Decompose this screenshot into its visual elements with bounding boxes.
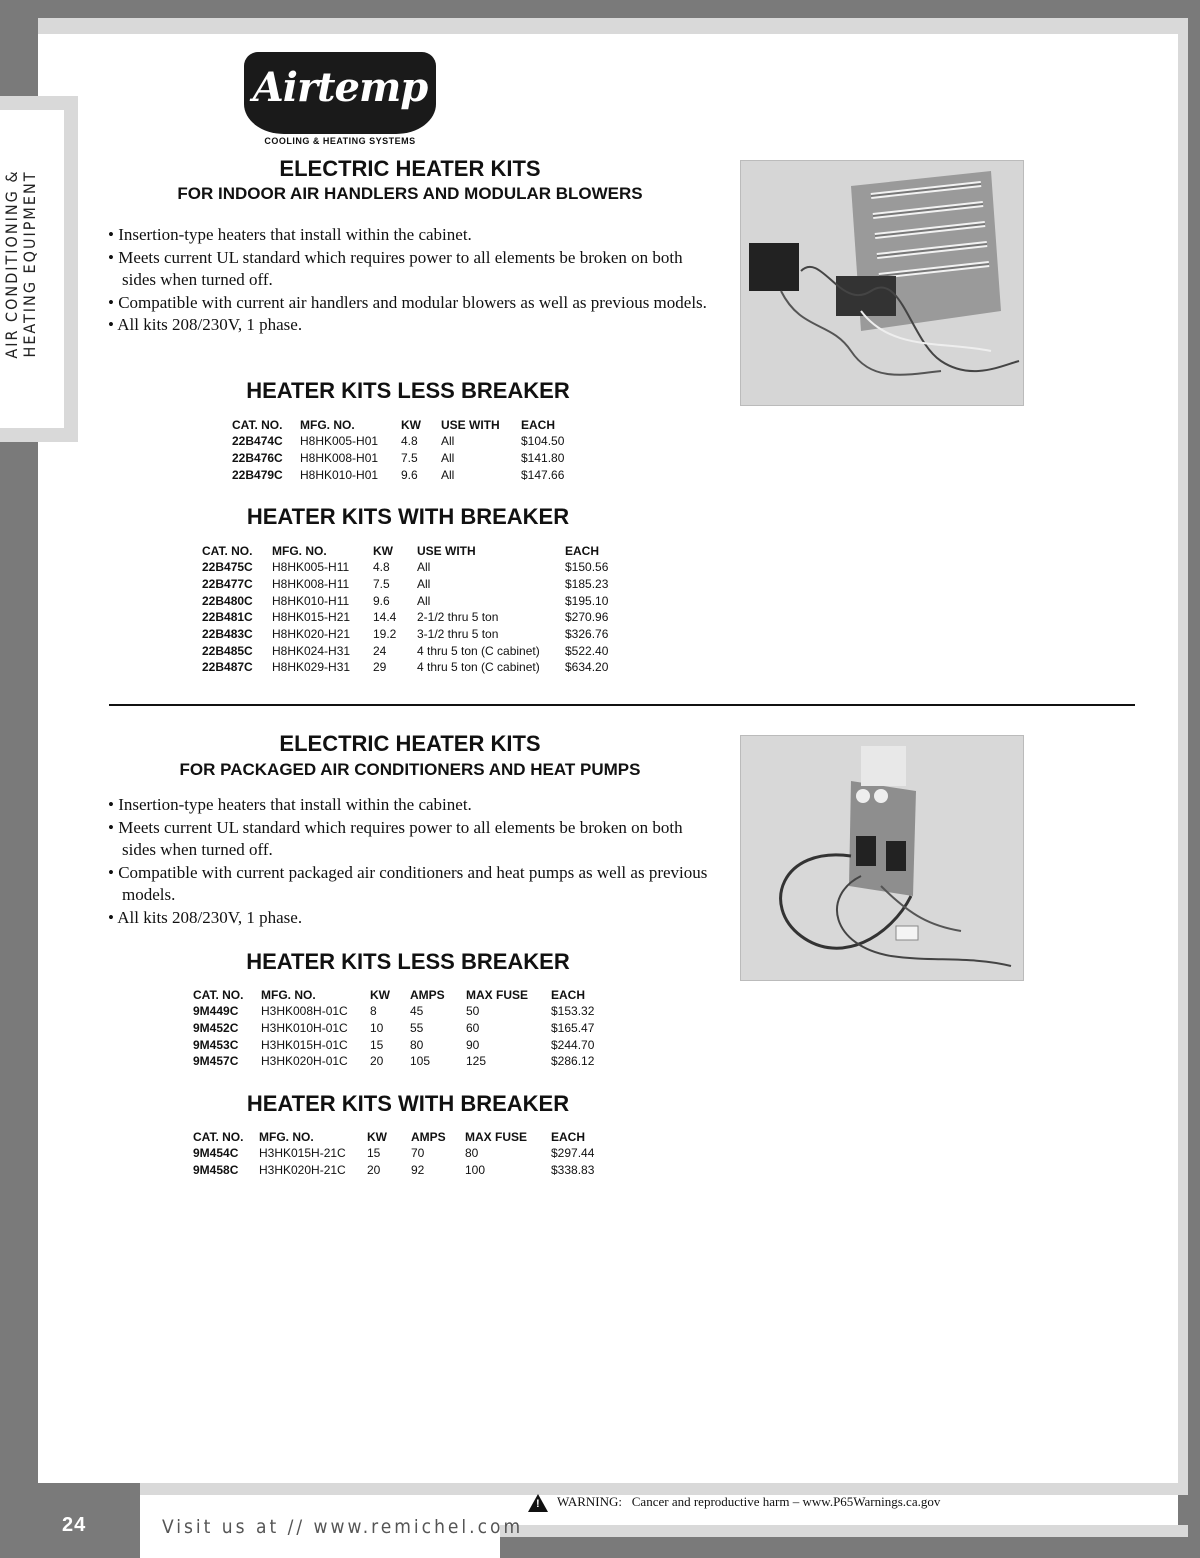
section1-less-breaker-table [232, 416, 591, 483]
table-cell: 9M454C [193, 1146, 239, 1161]
table-row [202, 559, 635, 576]
column-header: EACH [521, 417, 556, 432]
brand-tagline: COOLING & HEATING SYSTEMS [264, 136, 416, 146]
column-header: KW [373, 543, 393, 558]
section2-with-breaker-title: HEATER KITS WITH BREAKER [246, 1091, 570, 1116]
table-cell: H3HK020H-01C [261, 1054, 348, 1069]
product-photo-packaged-heater [740, 735, 1024, 981]
table-header-row [202, 542, 635, 559]
section1-title: ELECTRIC HEATER KITS [279, 156, 541, 181]
table-cell: 15 [370, 1037, 384, 1052]
column-header: MFG. NO. [259, 1129, 314, 1144]
table-row [193, 1036, 621, 1053]
column-header: EACH [551, 987, 586, 1002]
table-cell: 9.6 [401, 467, 418, 482]
table-cell: 20 [367, 1163, 381, 1178]
side-tab-line1: AIR CONDITIONING & [2, 169, 21, 359]
table-cell: 100 [465, 1163, 486, 1178]
brand-logo-text: Airtemp [252, 64, 428, 111]
table-cell: 19.2 [373, 627, 397, 642]
section2-less-breaker-table [193, 986, 621, 1070]
price-table [232, 416, 591, 483]
table-cell: All [417, 560, 431, 575]
table-row [193, 1145, 621, 1162]
column-header: MFG. NO. [261, 987, 316, 1002]
column-header: MAX FUSE [466, 987, 529, 1002]
prop65-warning [528, 1494, 940, 1512]
table-cell: H8HK005-H01 [300, 434, 379, 449]
table-cell: 22B480C [202, 593, 253, 608]
table-cell: 7.5 [401, 451, 418, 466]
heater-kit-illustration [741, 736, 1023, 980]
column-header: MFG. NO. [300, 417, 355, 432]
section2-title: ELECTRIC HEATER KITS [279, 731, 541, 756]
table-cell: $153.32 [551, 1004, 595, 1019]
table-cell: $522.40 [565, 643, 609, 658]
table-cell: H8HK008-H01 [300, 451, 379, 466]
table-cell: 8 [370, 1004, 377, 1019]
section1-bullets [108, 224, 718, 337]
table-cell: 20 [370, 1054, 384, 1069]
table-cell: 9M452C [193, 1021, 239, 1036]
table-cell: 80 [465, 1146, 479, 1161]
column-header: MAX FUSE [465, 1129, 528, 1144]
table-row [193, 1162, 621, 1179]
table-cell: H3HK015H-01C [261, 1037, 348, 1052]
frame-right-inner [1178, 18, 1188, 1558]
bullet-item: • Compatible with current packaged air conditioners and heat pumps as well as previous models. [108, 862, 708, 904]
section1-subtitle: FOR INDOOR AIR HANDLERS AND MODULAR BLOWERS [177, 184, 643, 203]
table-cell: 80 [410, 1037, 424, 1052]
warning-text[interactable]: Cancer and reproductive harm – www.P65Warnings.ca.gov [631, 1494, 941, 1509]
table-cell: 90 [466, 1037, 480, 1052]
table-cell: 9M457C [193, 1054, 239, 1069]
section1-with-breaker-title: HEATER KITS WITH BREAKER [246, 504, 570, 529]
table-cell: 9M449C [193, 1004, 239, 1019]
table-cell: 2-1/2 thru 5 ton [417, 610, 499, 625]
table-cell: 60 [466, 1021, 480, 1036]
page-number: 24 [62, 1514, 87, 1536]
table-cell: 70 [411, 1146, 425, 1161]
column-header: CAT. NO. [193, 1129, 244, 1144]
table-cell: 22B479C [232, 467, 283, 482]
table-cell: All [441, 467, 455, 482]
table-cell: $195.10 [565, 593, 609, 608]
table-row [232, 450, 591, 467]
table-cell: H8HK010-H11 [272, 593, 350, 608]
table-cell: 22B475C [202, 560, 253, 575]
table-cell: 22B474C [232, 434, 283, 449]
table-cell: 22B476C [232, 451, 283, 466]
table-cell: H8HK015-H21 [272, 610, 351, 625]
table-cell: $326.76 [565, 627, 609, 642]
table-cell: 4.8 [373, 560, 390, 575]
bullet-item: • Insertion-type heaters that install within the cabinet. [108, 795, 472, 814]
column-header: AMPS [411, 1129, 446, 1144]
table-row [193, 1003, 621, 1020]
bullet-item: • Insertion-type heaters that install within the cabinet. [108, 225, 472, 244]
table-cell: H3HK010H-01C [261, 1021, 348, 1036]
table-cell: $141.80 [521, 451, 565, 466]
table-cell: $150.56 [565, 560, 609, 575]
table-row [202, 592, 635, 609]
bullet-item: • Compatible with current air handlers and modular blowers as well as previous models. [108, 292, 707, 312]
table-cell: H3HK015H-21C [259, 1146, 346, 1161]
table-header-row [232, 416, 591, 433]
table-cell: 22B481C [202, 610, 253, 625]
table-cell: 10 [370, 1021, 384, 1036]
column-header: CAT. NO. [193, 987, 244, 1002]
table-cell: 15 [367, 1146, 381, 1161]
section1-with-breaker-table [202, 542, 635, 676]
bullet-item: • All kits 208/230V, 1 phase. [108, 315, 303, 334]
table-row [202, 576, 635, 593]
table-cell: 45 [410, 1004, 424, 1019]
table-cell: 4 thru 5 ton (C cabinet) [417, 660, 540, 675]
table-cell: 9.6 [373, 593, 390, 608]
table-cell: 92 [411, 1163, 425, 1178]
column-header: AMPS [410, 987, 445, 1002]
table-cell: $297.44 [551, 1146, 595, 1161]
table-row [202, 626, 635, 643]
table-cell: $286.12 [551, 1054, 595, 1069]
table-row [232, 466, 591, 483]
warning-triangle-icon: ! [528, 1494, 548, 1512]
table-cell: 22B485C [202, 643, 253, 658]
column-header: CAT. NO. [232, 417, 283, 432]
table-cell: 22B483C [202, 627, 253, 642]
table-row [232, 433, 591, 450]
table-cell: All [441, 434, 455, 449]
section2-bullets [108, 794, 718, 929]
column-header: KW [367, 1129, 387, 1144]
table-cell: 50 [466, 1004, 480, 1019]
table-cell: 105 [410, 1054, 431, 1069]
table-header-row [193, 1128, 621, 1145]
table-row [202, 609, 635, 626]
column-header: MFG. NO. [272, 543, 327, 558]
table-cell: 9M458C [193, 1163, 239, 1178]
section2-with-breaker-table [193, 1128, 621, 1178]
footer-bar-lower [500, 1525, 1188, 1537]
price-table [202, 542, 635, 676]
frame-top-inner [38, 18, 1188, 34]
table-cell: 24 [373, 643, 387, 658]
table-row [202, 642, 635, 659]
heater-kit-illustration [741, 161, 1023, 405]
table-cell: 29 [373, 660, 387, 675]
column-header: USE WITH [417, 543, 476, 558]
side-tab-label [3, 99, 67, 429]
table-cell: $634.20 [565, 660, 609, 675]
table-cell: 22B487C [202, 660, 253, 675]
table-row [193, 1020, 621, 1037]
frame-right [1188, 0, 1200, 1558]
table-cell: 14.4 [373, 610, 397, 625]
table-row [202, 659, 635, 676]
column-header: USE WITH [441, 417, 500, 432]
table-header-row [193, 986, 621, 1003]
section2-subtitle: FOR PACKAGED AIR CONDITIONERS AND HEAT PUMPS [179, 760, 641, 779]
table-cell: $338.83 [551, 1163, 595, 1178]
table-row [193, 1053, 621, 1070]
table-cell: H8HK008-H11 [272, 577, 350, 592]
table-cell: H8HK029-H31 [272, 660, 351, 675]
table-cell: H3HK008H-01C [261, 1004, 348, 1019]
table-cell: 55 [410, 1021, 424, 1036]
price-table [193, 986, 621, 1070]
section1-less-breaker-title: HEATER KITS LESS BREAKER [246, 378, 570, 403]
table-cell: H8HK020-H21 [272, 627, 351, 642]
warning-label: WARNING: [557, 1494, 623, 1509]
product-photo-air-handler-heater [740, 160, 1024, 406]
frame-top [0, 0, 1200, 18]
bullet-item: • Meets current UL standard which requires power to all elements be broken on both sides when turned off. [108, 817, 683, 859]
column-header: EACH [565, 543, 600, 558]
table-cell: H8HK024-H31 [272, 643, 351, 658]
column-header: KW [401, 417, 421, 432]
table-cell: $104.50 [521, 434, 565, 449]
table-cell: 4.8 [401, 434, 418, 449]
table-cell: H3HK020H-21C [259, 1163, 346, 1178]
table-cell: 22B477C [202, 577, 253, 592]
bullet-item: • All kits 208/230V, 1 phase. [108, 907, 303, 927]
table-cell: H8HK005-H11 [272, 560, 350, 575]
price-table [193, 1128, 621, 1178]
section-divider [109, 704, 1135, 706]
section2-less-breaker-title: HEATER KITS LESS BREAKER [246, 949, 570, 974]
table-cell: $165.47 [551, 1021, 595, 1036]
table-cell: 3-1/2 thru 5 ton [417, 627, 499, 642]
table-cell: 125 [466, 1054, 487, 1069]
table-cell: $244.70 [551, 1037, 595, 1052]
side-tab-line2: HEATING EQUIPMENT [20, 170, 39, 358]
table-cell: $185.23 [565, 577, 609, 592]
table-cell: All [417, 593, 431, 608]
bullet-item: • Meets current UL standard which requires power to all elements be broken on both sides when turned off. [108, 247, 683, 289]
column-header: EACH [551, 1129, 586, 1144]
website-link[interactable]: Visit us at // www.remichel.com [162, 1516, 524, 1538]
table-cell: All [441, 451, 455, 466]
table-cell: 9M453C [193, 1037, 239, 1052]
table-cell: 4 thru 5 ton (C cabinet) [417, 643, 540, 658]
column-header: CAT. NO. [202, 543, 253, 558]
table-cell: $147.66 [521, 467, 565, 482]
table-cell: All [417, 577, 431, 592]
table-cell: 7.5 [373, 577, 390, 592]
column-header: KW [370, 987, 390, 1002]
table-cell: H8HK010-H01 [300, 467, 379, 482]
table-cell: $270.96 [565, 610, 609, 625]
